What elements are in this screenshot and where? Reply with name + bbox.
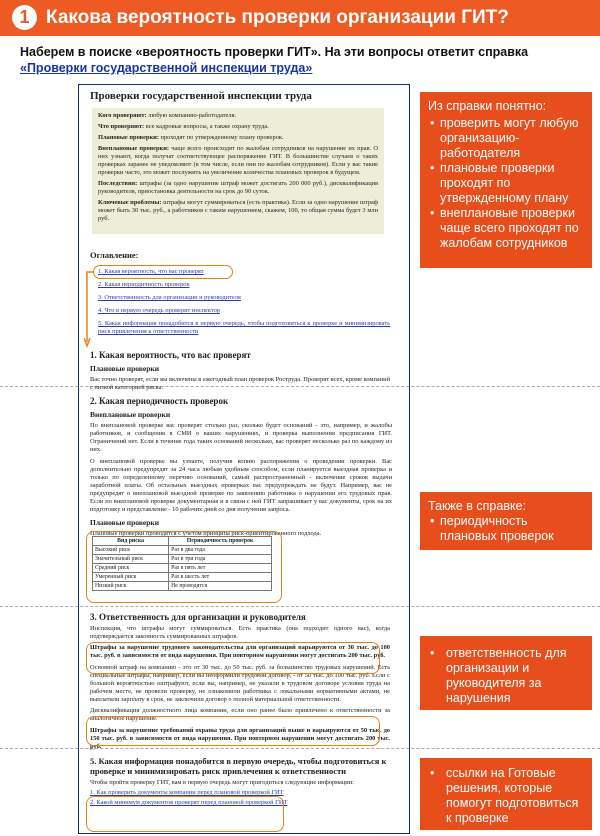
highlight-ring <box>86 796 284 832</box>
doc-title-block <box>90 90 395 102</box>
section-text: По внеплановой проверке вас проверят столько раз, сколько будет оснований - это, например, и жалобы работников, и сообщения в СМИ о ваших нарушениях, и проверка выполнения предписания ГИТ. Ограничений нет. Если в течение года таких оснований несколько, вас проверят несколько раз по каждому из них. <box>90 422 392 453</box>
doc-summary-box <box>92 108 384 234</box>
callout-title: Из справки понятно: <box>428 99 547 113</box>
summary-line: Последствия: штрафы (за одно нарушение штраф может достигать 200 000 руб.), дисквалификация руководителя, приостановка деятельности на срок до 90 суток. <box>98 180 378 195</box>
doc-section-1 <box>90 350 390 392</box>
solution-link[interactable]: 1. Как проверить документы компании перед плановой проверкой ГИТ <box>90 789 284 796</box>
section-subtitle: Плановые проверки <box>90 518 160 527</box>
section-title: 2. Какая периодичность проверок <box>90 396 229 406</box>
summary-line: Кого проверяют: любую компанию-работодателя. <box>98 112 237 119</box>
section-subtitle: Плановые проверки <box>90 364 160 373</box>
summary-line: Что проверяют: все кадровые вопросы, а также охрану труда. <box>98 123 269 130</box>
callout-item: • ответственность для организации и руководителя за нарушения <box>428 646 584 706</box>
section-divider <box>0 606 600 607</box>
toc-item[interactable]: 5. Какая информация понадобится в первую очередь, чтобы подготовиться к проверке и минимизировать риск привлечения к ответственности <box>98 320 390 335</box>
callout-periodicity <box>420 492 592 550</box>
toc-title: Оглавление: <box>90 250 139 260</box>
header-bar <box>0 0 600 36</box>
section-title: 1. Какая вероятность, что вас проверят <box>90 350 251 360</box>
table-row: Высокий риск Раз в два года <box>93 546 272 555</box>
callout-responsibility <box>420 636 592 710</box>
section-text: Инспекция, что штрафы могут суммироваться. Есть практика (она подходит одного вас), когда подтверждается законность суммированных штрафов. <box>90 625 390 640</box>
arrow-down-icon <box>84 270 104 350</box>
callout-item: • периодичность плановых проверок <box>428 514 584 544</box>
intro-link[interactable]: «Проверки государственной инспекции труда» <box>20 61 313 75</box>
section-title: 5. Какая информация понадобится в первую очередь, чтобы подготовиться к проверке и минимизировать риск привлечения к ответственности <box>90 756 387 776</box>
section-text: О внеплановой проверке вы узнаете, получив копию распоряжения о проведении проверки. Вас дополнительно предупредят за 24 часа любым удобным способом, если планируется выездная проверка и только по определенному перечню оснований, самый распространенный - включение сроков выдачи заработной платы. Об остальных выездных проверках вас предупреждать не будут. Например, вас не предупредят о внеплановой выездной проверке по заявлению работника о нарушении его трудовых прав. Если по внеплановой проверке документарная и в связи с ней ГИТ запрашивает у вас документы, срок на их подготовку и представление - 10 рабочих дней со дня получения запроса. <box>90 458 392 513</box>
toc-item[interactable]: 4. Что в первую очередь проверит инспектор <box>98 307 220 314</box>
table-header: Вид риска <box>93 537 169 546</box>
callout-summary <box>420 92 592 268</box>
callout-item: • внеплановые проверки чаще всего проходят по жалобам сотрудников <box>428 206 584 251</box>
summary-line: Ключевые проблемы: штрафы могут суммироваться (есть практика). Если за одно нарушение штраф может быть 30 тыс. руб., а работников с таким нарушением, скажем, 100, то общая сумма будет 3 млн руб. <box>98 199 378 222</box>
table-row: Средний риск Раз в пять лет <box>93 564 272 573</box>
intro-text <box>20 44 585 76</box>
section-text: Вас точно проверят, если вы включены в ежегодный план проверок Роструда. Проверят всех, кроме компаний с низкой категорией риска. <box>90 376 390 391</box>
callout-item: • проверить могут любую организацию-работодателя <box>428 116 584 161</box>
highlight-ring <box>86 531 282 603</box>
toc-item[interactable]: 3. Ответственность для организации и руководителя <box>98 294 241 301</box>
highlight-ring <box>86 642 380 674</box>
fine-highlight: Штрафы за нарушение требований охраны труда для организаций выше и варьируются от 50 тыс. до 150 тыс. руб. в зависимости от вида нарушения. При повторном нарушении могут достигать 200 тыс. руб. <box>90 727 390 750</box>
callout-solutions <box>420 758 592 830</box>
intro-sentence: Наберем в поиске «вероятность проверки ГИТ». На эти вопросы ответит справка <box>20 45 529 59</box>
table-header: Периодичность проверок <box>169 537 272 546</box>
highlight-ring <box>86 716 380 746</box>
callout-item: • плановые проверки проходят по утвержденному плану <box>428 161 584 206</box>
doc-toc <box>90 250 390 336</box>
table-row: Низкий риск Не проводятся <box>93 582 272 591</box>
summary-line: Внеплановые проверки: чаще всего происходят по жалобам сотрудников на нарушение их прав. О них узнают, когда получат соответствующее распоряжение ГИТ. В большинстве случаев о таких проверках заранее не уведомляют (в том числе, если они по жалобам сотрудников). Если у вас такие проверки часто, это может послужить на увеличение количества плановых проверок в будущем. <box>98 145 378 176</box>
section-title: 3. Ответственность для организации и руководителя <box>90 612 306 622</box>
step-number-badge: 1 <box>12 5 37 30</box>
header-title: Какова вероятность проверки организации ГИТ? <box>46 7 509 28</box>
section-text: Плановые проверки проводятся с учетом принципа риск-ориентированного подхода. <box>90 530 322 537</box>
callout-title: Также в справке: <box>428 499 526 513</box>
table-row: Умеренный риск Раз в шесть лет <box>93 573 272 582</box>
section-subtitle: Внеплановые проверки <box>90 410 171 419</box>
section-text: Чтобы пройти проверку ГИТ, вам в первую очередь могут пригодиться следующие информации: <box>90 779 354 786</box>
section-text: Основной штраф на компанию - это от 30 тыс. до 50 тыс. руб. за большинство трудовых нарушений. Есть специальные штрафы, например, если вы неоформили трудовой договор, - от 50 тыс. до 100 тыс. руб. Если с большой вероятностью оштрафуют, если вы, например, не указали в трудовом договоре условия труда на рабочем месте, не провели проверку, не ознакомили работника с локальными нормативными актами, не выплатили зарплату в срок, не заключили договор о полной материальной ответственности. <box>90 664 390 703</box>
doc-title: Проверки государственной инспекции труда <box>90 90 312 102</box>
summary-line: Плановые проверки: проходят по утвержденному плану проверок. <box>98 134 284 141</box>
fine-highlight: Штрафы за нарушение трудового законодательства для организаций варьируются от 30 тыс. до 100 тыс. руб. в зависимости от вида нарушения. При повторном нарушении могут достигать 200 тыс. руб. <box>90 644 390 659</box>
toc-item[interactable]: 2. Какая периодичность проверок <box>98 281 190 288</box>
solution-link[interactable]: 2. Какой минимум документов проверят перед плановой проверкой ГИТ <box>90 799 288 806</box>
table-row: Значительный риск Раз в три года <box>93 555 272 564</box>
section-text: Дисквалификация должностного лица компании, если оно ранее было привлечено к ответственности за аналогичное нарушение. <box>90 707 390 722</box>
doc-section-2 <box>90 396 392 538</box>
callout-item: • ссылки на Готовые решения, которые помогут подготовиться к проверке <box>428 766 584 826</box>
highlight-ring <box>93 265 233 279</box>
toc-item[interactable]: 1. Какая вероятность, что вас проверят <box>98 268 204 275</box>
